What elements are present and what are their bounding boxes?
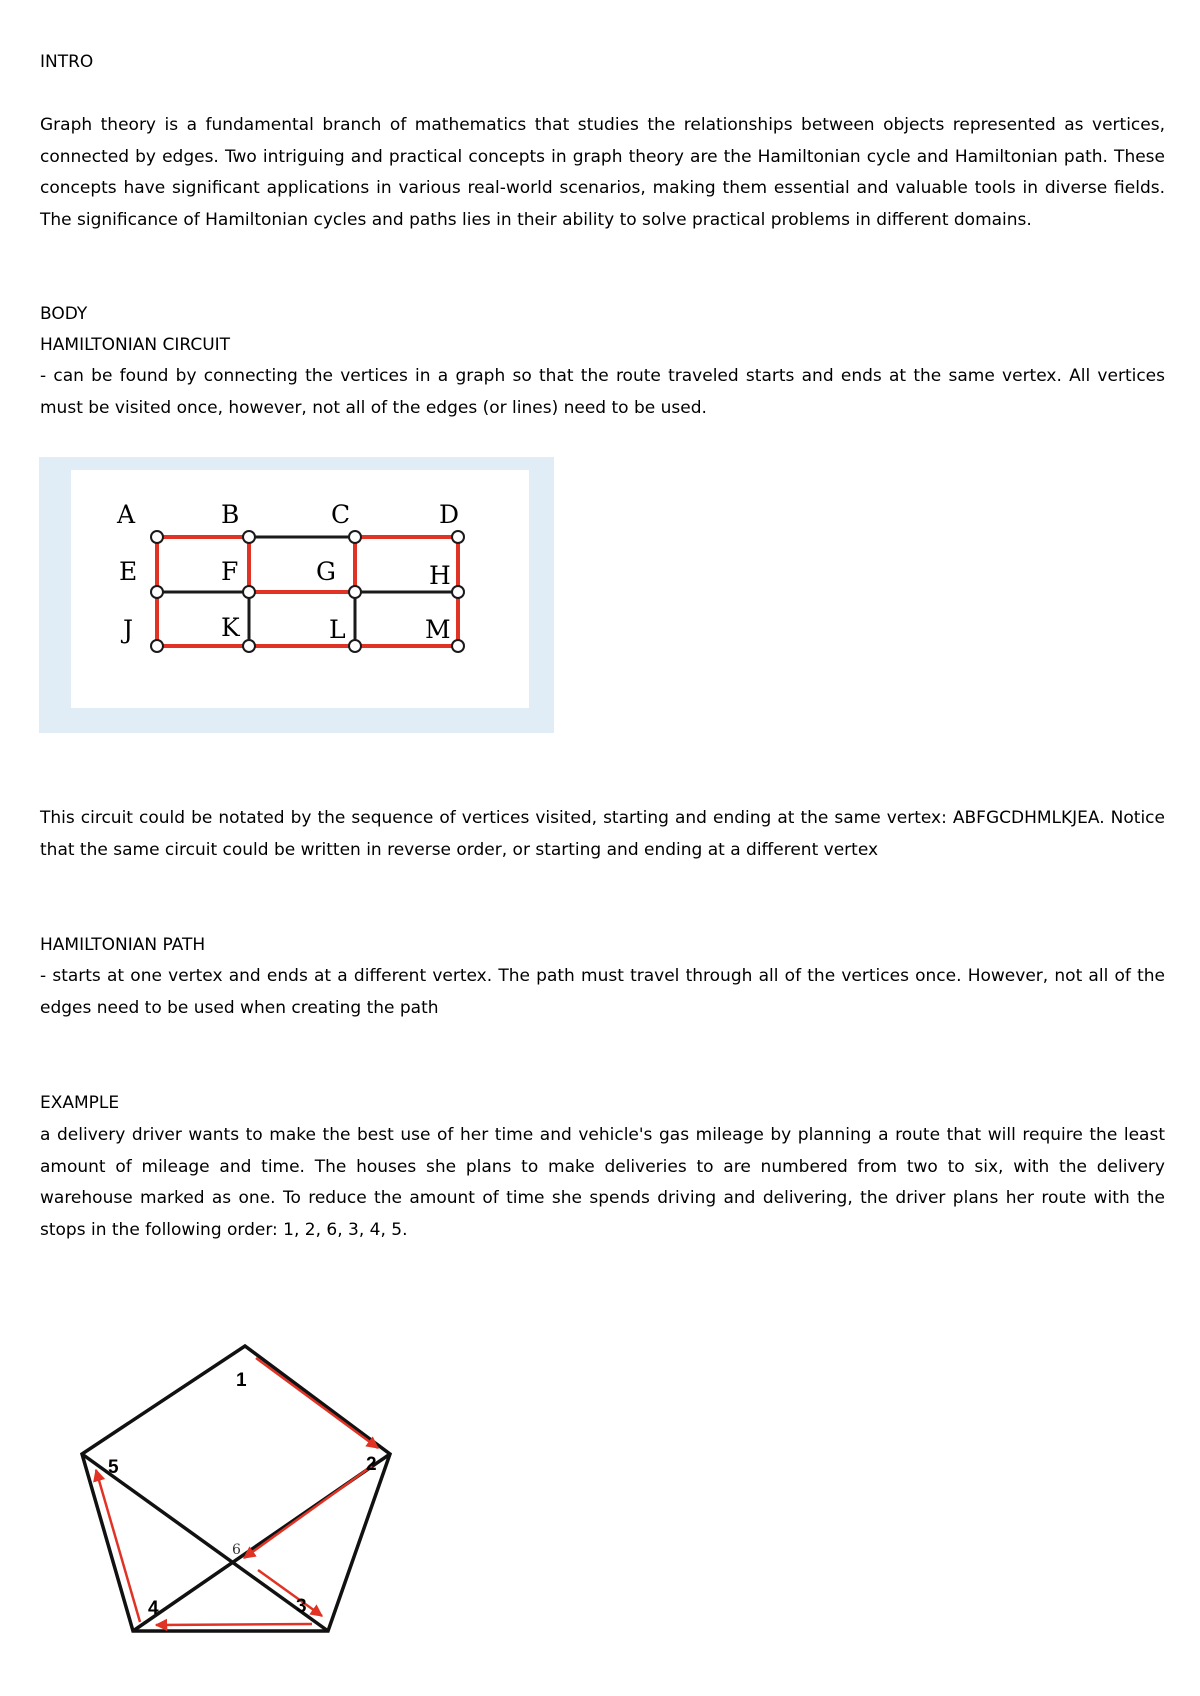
label-f: F xyxy=(221,557,239,586)
delivery-route-figure xyxy=(60,1330,440,1650)
node-label-3: 3 xyxy=(296,1596,307,1617)
circuit-notation: This circuit could be notated by the sequence of vertices visited, starting and ending at the same vertex: ABFGCDHMLKJEA. Notice that the same circuit could be written in reverse order, or starting and ending at a different vertex xyxy=(40,808,1165,860)
label-l: L xyxy=(329,615,346,644)
route-2-6 xyxy=(244,1466,372,1558)
example-heading: EXAMPLE xyxy=(40,1093,120,1113)
path-heading: HAMILTONIAN PATH xyxy=(40,935,206,955)
label-j: J xyxy=(123,615,134,644)
label-g: G xyxy=(316,557,336,586)
label-h: H xyxy=(429,561,451,590)
intro-paragraph: Graph theory is a fundamental branch of mathematics that studies the relationships between objects represented as vertices, connected by edges. Two intriguing and practical concepts in graph theory are the Hamiltonian cycle and Hamiltonian path. These concepts have significant applications in various real-world scenarios, making them essential and valuable tools in diverse fields. The significance of Hamiltonian cycles and paths lies in their ability to solve practical problems in different domains. xyxy=(40,115,1165,230)
route-3-4 xyxy=(156,1624,312,1625)
vertex-a xyxy=(151,531,163,543)
label-d: D xyxy=(439,500,460,529)
label-a: A xyxy=(117,500,136,529)
vertex-l xyxy=(349,640,361,652)
vertex-g xyxy=(349,586,361,598)
vertex-c xyxy=(349,531,361,543)
node-label-2: 2 xyxy=(366,1454,377,1475)
label-c: C xyxy=(331,500,351,529)
delivery-route xyxy=(96,1358,378,1625)
body-heading: BODY xyxy=(40,304,88,324)
circuit-figure xyxy=(71,470,529,708)
intro-heading: INTRO xyxy=(40,52,94,72)
vertex-j xyxy=(151,640,163,652)
vertex-f xyxy=(243,586,255,598)
diagonal-5-3 xyxy=(82,1454,328,1631)
circuit-definition: - can be found by connecting the vertices in a graph so that the route traveled starts and ends at the same vertex. All vertices must be visited once, however, not all of the edges (or lines) need to be used. xyxy=(40,366,1165,418)
node-label-1: 1 xyxy=(236,1370,247,1391)
example-paragraph: a delivery driver wants to make the best use of her time and vehicle's gas mileage by planning a route that will require the least amount of mileage and time. The houses she plans to make deliveries to are numbered from two to six, with the delivery warehouse marked as one. To reduce the amount of time she spends driving and delivering, the driver plans her route with the stops in the following order: 1, 2, 6, 3, 4, 5. xyxy=(40,1125,1165,1240)
vertex-k xyxy=(243,640,255,652)
node-label-6: 6 xyxy=(232,1542,241,1558)
route-1-2 xyxy=(256,1358,378,1448)
vertex-d xyxy=(452,531,464,543)
circuit-heading: HAMILTONIAN CIRCUIT xyxy=(40,335,231,355)
vertex-h xyxy=(452,586,464,598)
vertex-b xyxy=(243,531,255,543)
unused-edges xyxy=(157,537,458,592)
circuit-graph xyxy=(71,470,529,708)
vertex-e xyxy=(151,586,163,598)
path-definition: - starts at one vertex and ends at a different vertex. The path must travel through all of the vertices once. However, not all of the edges need to be used when creating the path xyxy=(40,966,1165,1018)
node-label-5: 5 xyxy=(108,1457,119,1478)
label-m: M xyxy=(425,615,451,644)
label-k: K xyxy=(221,613,240,642)
label-e: E xyxy=(119,557,138,586)
vertex-m xyxy=(452,640,464,652)
route-6-3 xyxy=(258,1570,322,1616)
label-b: B xyxy=(221,500,240,529)
node-label-4: 4 xyxy=(148,1598,159,1619)
